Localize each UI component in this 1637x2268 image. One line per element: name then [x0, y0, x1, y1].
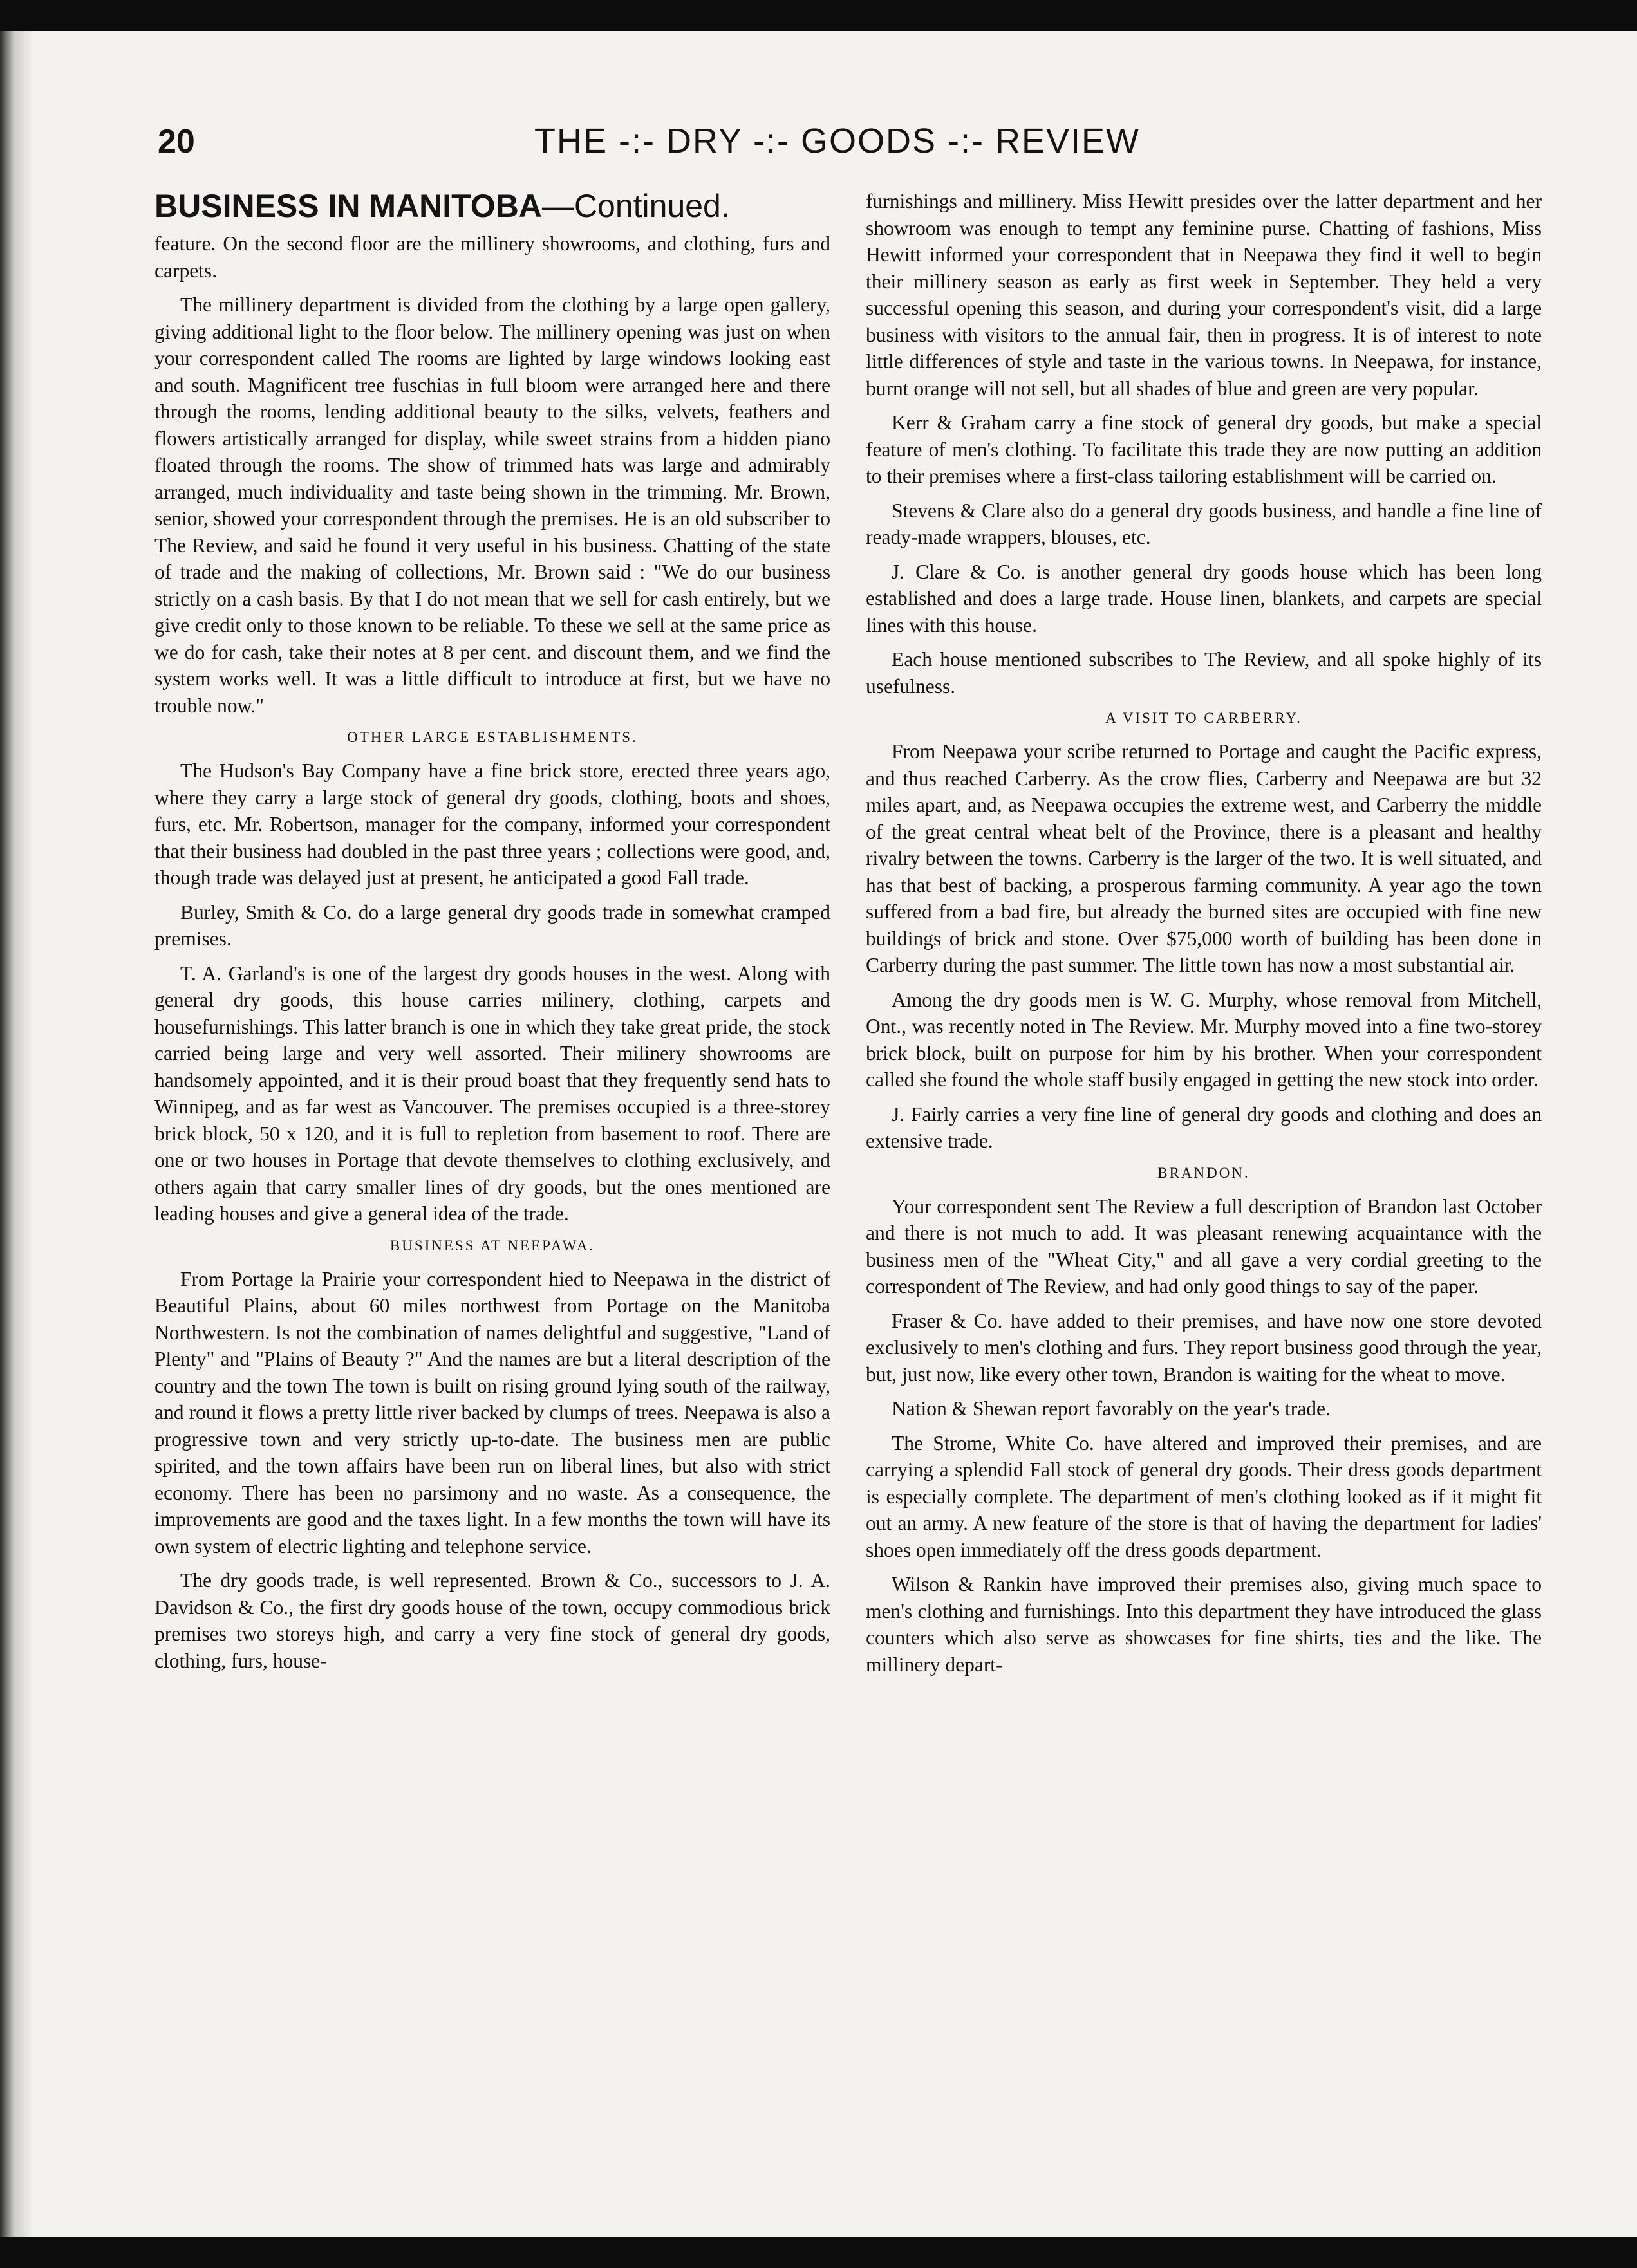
paragraph: The Strome, White Co. have altered and improved their premises, and are carrying a splendid Fall stock of general dry goods. Their dress goods department is especially complete. The department of men's clothing looked as if it might fit out an army. A new feature of the store is that of having the department for ladies' shoes open immediately off the dress goods department. — [866, 1431, 1542, 1561]
paragraph: furnishings and millinery. Miss Hewitt presides over the latter department and her showroom was enough to tempt any feminine purse. Chatting of fashions, Miss Hewitt informed your correspondent that in Neepawa they find it well to begin their millinery season as early as first week in September. They held a very successful opening this season, and during your correspondent's visit, did a large business with visitors to the annual fair, then in progress. It is of interest to note little differences of style and taste in the various towns. In Neepawa, for instance, burnt orange will not sell, but all shades of blue and green are very popular. — [866, 190, 1542, 400]
article-title-main: BUSINESS IN MANITOBA — [154, 188, 542, 224]
masthead-title: THE -:- DRY -:- GOODS -:- REVIEW — [534, 122, 1141, 160]
paragraph: From Neepawa your scribe returned to Portage and caught the Pacific express, and thus reached Carberry. As the crow flies, Carberry and Neepawa are but 32 miles apart, and, as Neepawa occupies the extreme west, and Carberry the middle of the great central wheat belt of the Province, there is a pleasant and healthy rivalry between the towns. Carberry is the larger of the two. It is well situated, and has that best of backing, a prosperous farming community. A year ago the town suffered from a bad fire, but already the burned sites are occupied with fine new buildings of brick and stone. Over $75,000 worth of building has been done in Carberry during the past summer. The little town has now a most substantial air. — [866, 740, 1542, 976]
paragraph: Nation & Shewan report favorably on the year's trade. — [892, 1397, 1331, 1420]
scan-top-border — [0, 0, 1637, 31]
paragraph: T. A. Garland's is one of the largest dry goods houses in the west. Along with general dry goods, this house carries milinery, clothing, carpets and housefurnishings. This latter branch is one in which they take great pride, the stock carried being large and very well assorted. Their milinery showrooms are handsomely appointed, and it is their proud boast that they frequently send hats to Winnipeg, and as far west as Vancouver. The premises occupied is a three-storey brick block, 50 x 120, and it is full to repletion from basement to roof. There are one or two houses in Portage that devote themselves to clothing exclusively, and others again that carry smaller lines of dry goods, but the ones mentioned are leading houses and give a general idea of the trade. — [154, 962, 830, 1225]
paragraph: Wilson & Rankin have improved their premises also, giving much space to men's clothing and furnishings. Into this department they have introduced the glass counters which also serve as showcases for fine shirts, ties and the like. The millinery depart- — [866, 1573, 1542, 1676]
page-number: 20 — [158, 123, 195, 160]
article-title-continued: —Continued. — [541, 188, 730, 224]
paragraph: feature. On the second floor are the millinery showrooms, and clothing, furs and carpets. — [154, 232, 830, 282]
right-column — [866, 188, 1542, 2196]
paragraph: The Hudson's Bay Company have a fine brick store, erected three years ago, where they carry a large stock of general dry goods, clothing, boots and shoes, furs, etc. Mr. Robertson, manager for the company, informed your correspondent that their business had doubled in the past three years ; collections were good, and, though trade was delayed just at present, he anticipated a good Fall trade. — [154, 759, 830, 889]
paragraph: From Portage la Prairie your correspondent hied to Neepawa in the district of Beautiful Plains, about 60 miles northwest from Portage on the Manitoba Northwestern. Is not the combination of names delightful and suggestive, "Land of Plenty" and "Plains of Beauty ?" And the names are but a literal description of the country and the town The town is built on rising ground lying south of the railway, and round it flows a pretty little river backed by clumps of trees. Neepawa is also a progressive town and very strictly up-to-date. The business men are public spirited, and the town affairs have been run on liberal lines, but also with strict economy. There has been no parsimony and no waste. As a consequence, the improvements are good and the taxes light. In a few months the town will have its own system of electric lighting and telephone service. — [154, 1267, 830, 1557]
paragraph: Your correspondent sent The Review a full description of Brandon last October and there is not much to add. It was pleasant renewing acquaintance with the business men of the "Wheat City," and all gave a very cordial greeting to the correspondent of The Review, and had only good things to say of the paper. — [866, 1194, 1542, 1297]
paragraph: Burley, Smith & Co. do a large general dry goods trade in somewhat cramped premises. — [154, 900, 830, 950]
paragraph: Fraser & Co. have added to their premises, and have now one store devoted exclusively to men's clothing and furs. They report business good through the year, but, just now, like every other town, Brandon is waiting for the wheat to move. — [866, 1309, 1542, 1386]
section-heading: OTHER LARGE ESTABLISHMENTS. — [347, 729, 638, 745]
paragraph: J. Fairly carries a very fine line of general dry goods and clothing and does an extensive trade. — [866, 1102, 1542, 1152]
scan-left-edge — [0, 31, 33, 2237]
paragraph: Among the dry goods men is W. G. Murphy, whose removal from Mitchell, Ont., was recently noted in The Review. Mr. Murphy moved into a fine two-storey brick block, built on purpose for him by his brother. When your correspondent called she found the whole staff busily engaged in getting the new stock into order. — [866, 988, 1542, 1091]
left-column — [154, 188, 830, 2196]
paragraph: Each house mentioned subscribes to The Review, and all spoke highly of its usefulness. — [866, 648, 1542, 698]
section-heading: BUSINESS AT NEEPAWA. — [389, 1237, 595, 1254]
section-heading: BRANDON. — [1157, 1164, 1250, 1181]
scan-bottom-border — [0, 2237, 1637, 2268]
paragraph: J. Clare & Co. is another general dry goods house which has been long established and does a large trade. House linen, blankets, and carpets are special lines with this house. — [866, 560, 1542, 637]
section-heading: A VISIT TO CARBERRY. — [1105, 710, 1302, 726]
paragraph: The dry goods trade, is well represented. Brown & Co., successors to J. A. Davidson & Co., the first dry goods house of the town, occupy commodious brick premises two storeys high, and carry a very fine stock of general dry goods, clothing, furs, house- — [154, 1569, 830, 1672]
article-title — [154, 188, 830, 224]
paragraph: The millinery department is divided from the clothing by a large open gallery, giving additional light to the floor below. The millinery opening was just on when your correspondent called The rooms are lighted by large windows looking east and south. Magnificent tree fuschias in full bloom were arranged here and there through the rooms, lending additional beauty to the silks, velvets, feathers and flowers artistically arranged for display, while sweet strains from a hidden piano floated through the rooms. The show of trimmed hats was large and admirably arranged, much individuality and taste being shown in the trimming. Mr. Brown, senior, showed your correspondent through the premises. He is an old subscriber to The Review, and said he found it very useful in his business. Chatting of the state of trade and the making of collections, Mr. Brown said : "We do our business strictly on a cash basis. By that I do not mean that we sell for cash entirely, but we give credit only to those known to be reliable. To these we sell at the same price as we do for cash, take their notes at 8 per cent. and discount them, and we find the system works well. It was a little difficult to introduce at first, but we have no trouble now." — [154, 293, 830, 717]
paragraph: Kerr & Graham carry a fine stock of general dry goods, but make a special feature of men's clothing. To facilitate this trade they are now putting an addition to their premises where a first-class tailoring establishment will be carried on. — [866, 411, 1542, 487]
paragraph: Stevens & Clare also do a general dry goods business, and handle a fine line of ready-made wrappers, blouses, etc. — [866, 499, 1542, 548]
